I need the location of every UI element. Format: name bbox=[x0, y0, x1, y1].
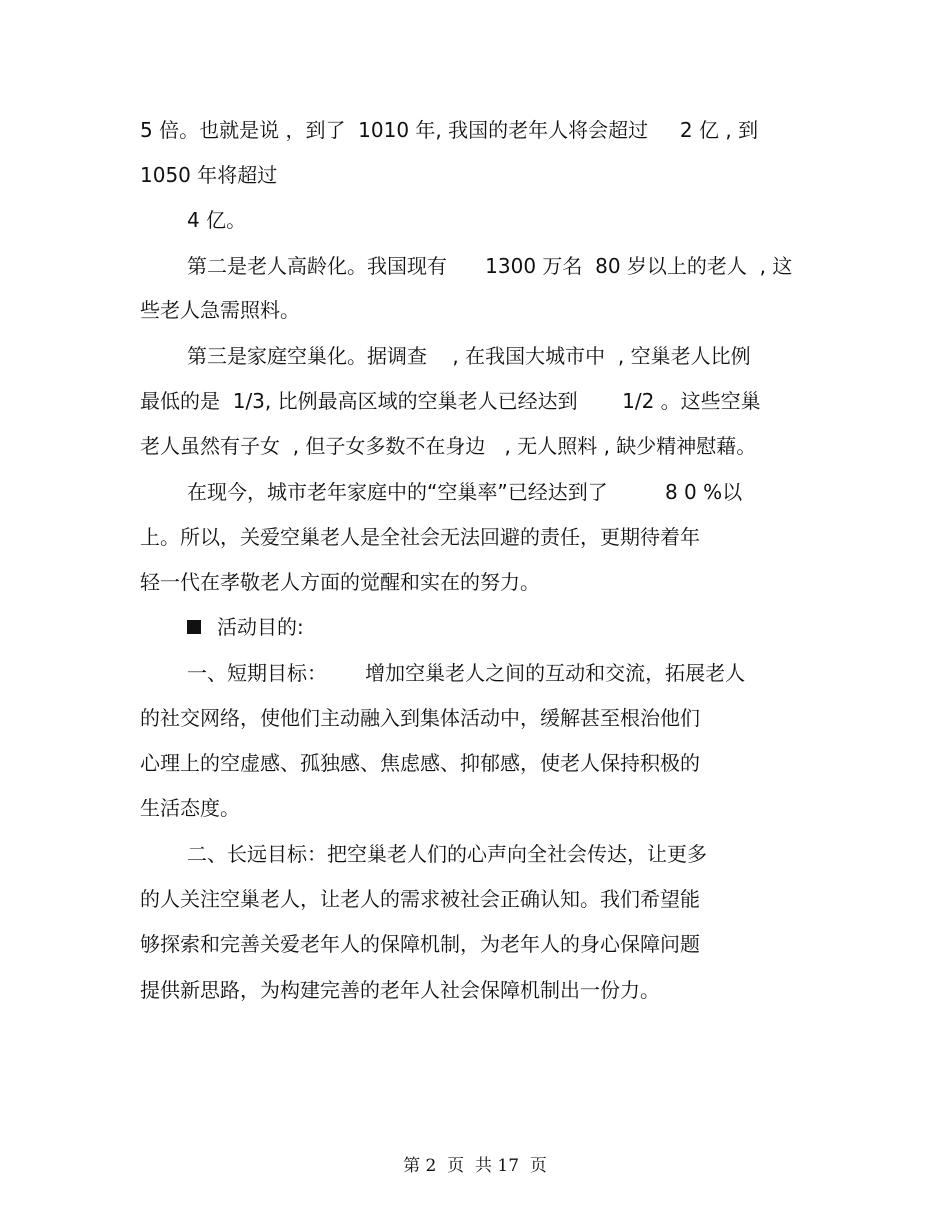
section-heading bbox=[187, 614, 304, 640]
text-line: 生活态度。 bbox=[140, 796, 240, 820]
section-heading-text: 活动目的: bbox=[217, 615, 304, 639]
text-line: 在现今，城市老年家庭中的“空巢率”已经达到了 8 0 %以 bbox=[187, 480, 743, 504]
square-bullet-icon bbox=[187, 620, 201, 634]
text-line: 够探索和完善关爱老年人的保障机制，为老年人的身心保障问题 bbox=[140, 932, 700, 956]
text-line: 的人关注空巢老人，让老人的需求被社会正确认知。我们希望能 bbox=[140, 887, 700, 911]
text-line: 5 倍。也就是说 ，到了 1010 年, 我国的老年人将会超过 2 亿 , 到 bbox=[140, 118, 759, 142]
text-line: 最低的是 1/3, 比例最高区域的空巢老人已经达到 1/2 。这些空巢 bbox=[140, 389, 761, 413]
text-line: 老人虽然有子女 , 但子女多数不在身边 , 无人照料 , 缺少精神慰藉。 bbox=[140, 434, 757, 458]
text-line: 的社交网络，使他们主动融入到集体活动中，缓解甚至根治他们 bbox=[140, 706, 700, 730]
text-line: 二、长远目标：把空巢老人们的心声向全社会传达，让更多 bbox=[187, 842, 707, 866]
text-line: 轻一代在孝敬老人方面的觉醒和实在的努力。 bbox=[140, 570, 540, 594]
text-line: 第三是家庭空巢化。据调查 , 在我国大城市中 , 空巢老人比例 bbox=[187, 344, 751, 368]
text-line: 提供新思路，为构建完善的老年人社会保障机制出一份力。 bbox=[140, 978, 660, 1002]
page-number-footer: 第 2 页 共 17 页 bbox=[403, 1156, 547, 1176]
text-line: 心理上的空虚感、孤独感、焦虑感、抑郁感，使老人保持积极的 bbox=[140, 751, 700, 775]
text-line: 上。所以，关爱空巢老人是全社会无法回避的责任，更期待着年 bbox=[140, 525, 700, 549]
text-line: 一、短期目标： 增加空巢老人之间的互动和交流，拓展老人 bbox=[187, 661, 746, 685]
text-line: 些老人急需照料。 bbox=[140, 298, 300, 322]
text-line: 第二是老人高龄化。我国现有 1300 万名 80 岁以上的老人 , 这 bbox=[187, 254, 793, 278]
text-line: 4 亿。 bbox=[187, 208, 247, 232]
text-line: 1050 年将超过 bbox=[140, 163, 278, 187]
